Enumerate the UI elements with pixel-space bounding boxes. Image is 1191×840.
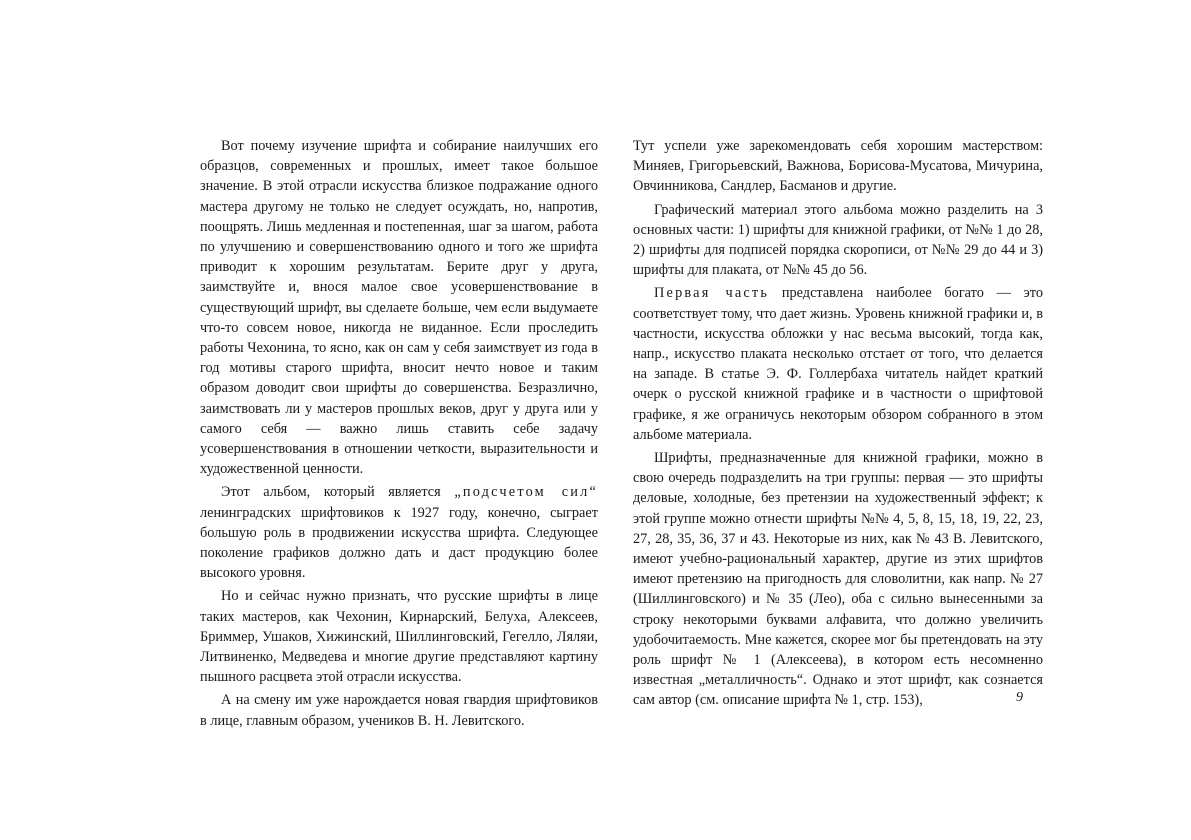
paragraph: Но и сейчас нужно признать, что русские шрифты в лице таких мастеров, как Чехонин, Кирнарский, Белуха, Алексеев, Бриммер, Ушаков, Хижинский, Шиллинговский, Гегелло, Ляляи, Литвиненко, Медведева и многие другие представляют картину пышного расцвета этой отрасли искусства.: [200, 588, 598, 686]
page-number: 9: [1016, 690, 1023, 705]
paragraph: Вот почему изучение шрифта и собирание наилучших его образцов, современных и прошлых, имеет такое большое значение. В этой отрасли искусства близкое подражание одного мастера другому не только не следует осуждать, но, напротив, поощрять. Лишь медленная и постепенная, шаг за шагом, работа по улучшению и совершенствованию одного и того же шрифта приводит к хорошим результатам. Берите друг у друга, заимствуйте и, внося малое свое усовершенствование в существующий шрифт, вы сделаете больше, чем если выдумаете что-то совсем новое, никогда не виданное. Если проследить работы Чехонина, то ясно, как он сам у себя заимствует из года в год мотивы старого шрифта, вносит нечто новое и таким образом доводит свои шрифты до совершенства. Безразлично, заимствовать ли у мастеров прошлых веков, друг у друга или у самого себя — важно лишь ставить себе задачу усовершенствования в отношении четкости, выразительности и художественной ценности.: [200, 138, 598, 478]
paragraph: Шрифты, предназначенные для книжной графики, можно в свою очередь подразделить на три группы: первая — это шрифты деловые, холодные, без претензии на художественный эффект; к этой группе можно отнести шрифты №№ 4, 5, 8, 15, 18, 19, 22, 23, 27, 28, 35, 36, 37 и 43. Некоторые из них, как № 43 В. Левитского, имеют учебно-рациональный характер, другие из этих шрифтов имеют претензию на пригодность для словолитни, как напр. № 27 (Шиллинговского) и № 35 (Лео), оба с сильно вынесенными за строку некоторыми буквами алфавита, что должно увеличить удобочитаемость. Мне кажется, скорее мог бы претендовать на эту роль шрифт № 1 (Алексеева), в котором есть несомненно известная „металличность“. Однако и этот шрифт, как сознается сам автор (см. описание шрифта № 1, стр. 153),: [633, 450, 1043, 709]
paragraph-text: ленинградских шрифтовиков к 1927 году, конечно, сыграет большую роль в продвижении искусства шрифта. Следующее поколение графиков должно дать и даст продукцию более высокого уровня.: [200, 504, 598, 582]
paragraph: Графический материал этого альбома можно разделить на 3 основных части: 1) шрифты для книжной графики, от №№ 1 до 28, 2) шрифты для подписей порядка скорописи, от №№ 29 до 44 и 3) шрифты для плаката, от №№ 45 до 56.: [633, 201, 1043, 279]
paragraph: А на смену им уже нарождается новая гвардия шрифтовиков в лице, главным образом, учеников В. Н. Левитского.: [200, 692, 598, 729]
paragraph: [633, 283, 1043, 445]
right-column: [633, 136, 1043, 714]
paragraph-text: представлена наиболее богато — это соответствует тому, что дает жизнь. Уровень книжной графики и, в частности, искусства обложки у нас весьма высокий, тогда как, напр., искусство плаката несколько отстает от того, что делается на западе. В статье Э. Ф. Голлербаха читатель найдет краткий очерк о русской книжной графике и в частности о шрифтовой графике, я же ограничусь некоторым обзором собранного в этом альбоме материала.: [633, 285, 1043, 443]
paragraph: [200, 482, 598, 583]
left-column: [200, 136, 598, 734]
spaced-phrase: „подсчетом сил“: [454, 484, 599, 501]
paragraph-text: Этот альбом, который является: [221, 484, 455, 501]
paragraph: Тут успели уже зарекомендовать себя хорошим мастерством: Миняев, Григорьевский, Важнова, Борисова-Мусатова, Мичурина, Овчинникова, Сандлер, Басманов и другие.: [633, 138, 1043, 195]
spaced-phrase: Первая часть: [654, 285, 770, 302]
